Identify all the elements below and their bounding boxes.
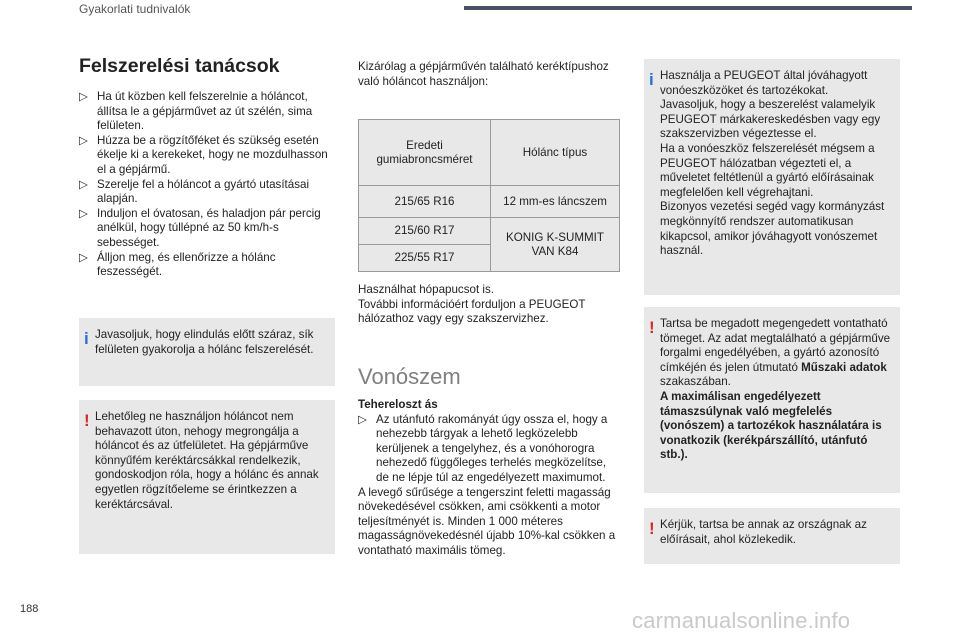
- list-item-text: Szerelje fel a hóláncot a gyártó utasításai alapján.: [97, 177, 310, 206]
- list-item: [79, 251, 335, 280]
- triangle-bullet-icon: ▷: [79, 90, 88, 103]
- info-mark-icon: i: [84, 329, 89, 348]
- table-row: [359, 186, 620, 218]
- page-number: 188: [20, 603, 39, 615]
- list-item-text: Húzza be a rögzítőféket és szükség esetén ékelje ki a kerekeket, hogy ne mozdulhasson el a gépjármű.: [97, 133, 328, 176]
- warning-box-text: Lehetőleg ne használjon hóláncot nem behavazott úton, nehogy megrongálja a hóláncot és az útfelületet. Ha gépjárműve könnyűfém keréktárcsákkal rendelkezik, gondoskodjon róla, hogy a hólánc és annak egyetlen rögzítőeleme se érintkezzen a keréktárcsával.: [95, 410, 319, 511]
- warning-text-lead: Tartsa be megadott megengedett vontatható tömeget. Az adat megtalálható a gépjárműve forgalmi engedélyében, a gyártó azonosító címkéjén és jelen útmutató: [660, 317, 891, 374]
- section-reference: Műszaki adatok: [801, 360, 887, 374]
- list-item: [358, 413, 620, 486]
- info-box-practice: [79, 318, 335, 386]
- list-item: [79, 90, 335, 134]
- list-item-text: Induljon el óvatosan, és haladjon pár percig anélkül, hogy túllépné az 50 km/h-s sebességet.: [97, 206, 321, 249]
- mounting-steps: [79, 90, 335, 280]
- list-item-text: Ha út közben kell felszerelnie a hóláncot, állítsa le a gépjárművet az út szélén, sima felületen.: [97, 90, 313, 133]
- snow-sock-note: Használhat hópapucsot is. További információért forduljon a PEUGEOT hálózathoz vagy egy szakszervizhez.: [358, 283, 586, 326]
- table-cell: 215/65 R16: [359, 186, 491, 218]
- page-title: Felszerelési tanácsok: [79, 55, 280, 77]
- warning-box-road: [79, 400, 335, 554]
- table-cell: 215/60 R17: [359, 218, 491, 245]
- warning-text-mid: szakaszában.: [660, 375, 731, 389]
- altitude-paragraph: A levegő sűrűsége a tengerszint feletti magasság növekedésével csökken, ami csökkenti a motor teljesítményét is. Minden 1 000 méteres magasságnövekedésnél újabb 10%-kal csökken a vontatható maximális tömeg.: [358, 485, 616, 557]
- exclamation-mark-icon: !: [649, 519, 655, 538]
- table-header: Hólánc típus: [491, 120, 620, 186]
- warning-text-bold: A maximálisan engedélyezett támaszsúlynak való megfelelés (vonószem) a tartozékok használatára is vonatkozik (kerékpárszállító, utánfutó stb.).: [660, 389, 882, 462]
- list-item: [79, 207, 335, 251]
- triangle-bullet-icon: ▷: [79, 206, 88, 220]
- warning-box-text: Kérjük, tartsa be annak az országnak az előírásait, ahol közlekedik.: [660, 518, 867, 546]
- warning-box-country: [644, 508, 900, 564]
- info-mark-icon: i: [649, 70, 654, 89]
- header-bar: [464, 6, 912, 10]
- table-row: [359, 218, 620, 245]
- page-header-section: Gyakorlati tudnivalók: [79, 2, 191, 16]
- info-box-text: Javasoljuk, hogy elindulás előtt száraz, sík felületen gyakorolja a hólánc felszerelését.: [95, 328, 314, 356]
- mounting-steps-list: [79, 90, 335, 280]
- triangle-bullet-icon: ▷: [79, 133, 88, 147]
- table-header-row: [359, 120, 620, 186]
- list-item: [79, 178, 335, 207]
- triangle-bullet-icon: ▷: [79, 250, 88, 264]
- table-cell: 12 mm-es láncszem: [491, 186, 620, 218]
- section-title: Vonószem: [358, 364, 461, 389]
- list-item-text: Az utánfutó rakományát úgy ossza el, hogy a nehezebb tárgyak a lehető legközelebb kerüljenek a tengelyhez, és a vonóhorogra nehezedő függőleges terhelés megközelítse, de ne lépje túl az engedélyezett maximumot.: [376, 412, 608, 484]
- info-box-text: Használja a PEUGEOT által jóváhagyott vonóeszközöket és tartozékokat. Javasoljuk, hogy a beszerelést valamelyik PEUGEOT márkakereskedésben vagy egy szakszervizben végeztesse el. Ha a vonóeszköz felszerelését mégsem a PEUGEOT hálózatban végezteti el, a műveletet feltétlenül a gyártó előírásainak megfelelően kell végrehajtani. Bizonyos vezetési segéd vagy kormányzást megkönnyítő rendszer automatikusan kikapcsol, amikor jóváhagyott vonószemet használ.: [660, 69, 885, 258]
- list-item: [79, 134, 335, 178]
- triangle-bullet-icon: ▷: [79, 177, 88, 191]
- table-cell: KONIG K-SUMMIT VAN K84: [491, 218, 620, 272]
- list-item-text: Álljon meg, és ellenőrizze a hólánc feszességét.: [97, 250, 276, 279]
- table-cell: 225/55 R17: [359, 245, 491, 272]
- chain-intro: Kizárólag a gépjárművén található keréktípushoz való hóláncot használjon:: [358, 60, 609, 88]
- info-box-accessories: [644, 59, 900, 295]
- load-distribution-list: [358, 413, 620, 486]
- watermark: carmanualsonline.info: [632, 608, 851, 633]
- triangle-bullet-icon: ▷: [358, 412, 367, 426]
- warning-box-text: [660, 317, 890, 461]
- table-header: Eredeti gumiabroncsméret: [359, 120, 491, 186]
- chain-table: [358, 119, 620, 272]
- exclamation-mark-icon: !: [84, 411, 90, 430]
- exclamation-mark-icon: !: [649, 318, 655, 337]
- subheading: Tehereloszt ás: [358, 398, 438, 411]
- towing-section: [358, 398, 620, 559]
- warning-box-weight: [644, 307, 900, 493]
